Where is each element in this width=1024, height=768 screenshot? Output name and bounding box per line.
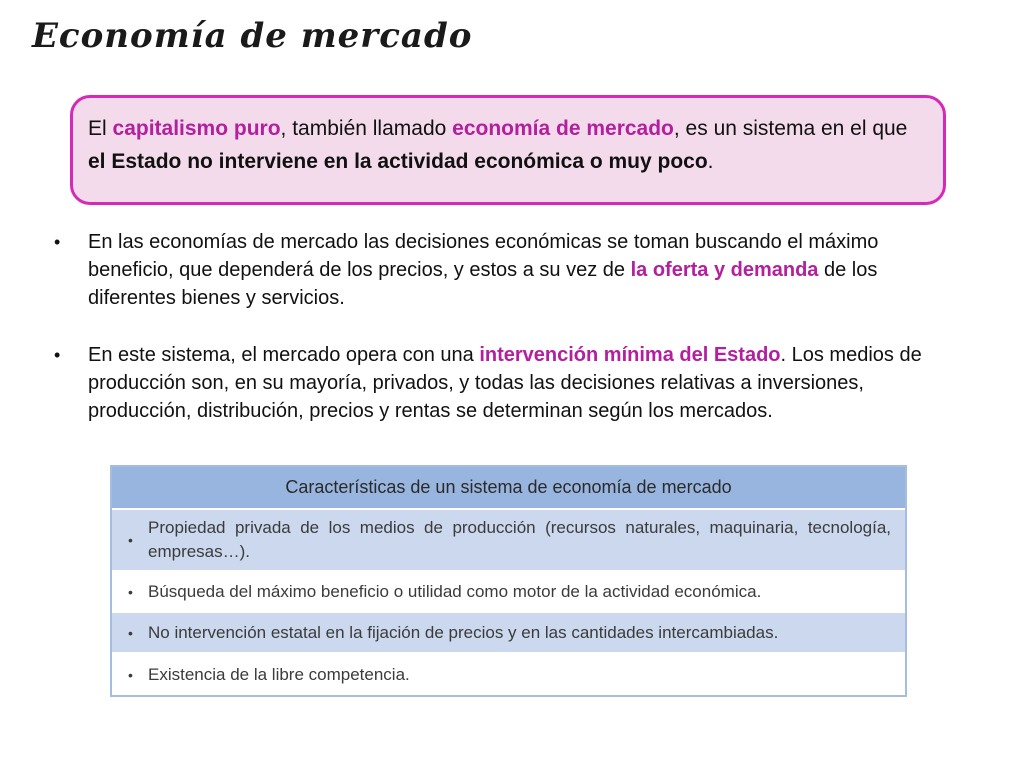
features-table-row — [112, 510, 905, 572]
slide-title: Economía de mercado — [32, 16, 473, 56]
bullet-highlight: intervención mínima del Estado — [479, 344, 781, 366]
bullet-text: En las economías de mercado las decisiones económicas se toman buscando el máximo beneficio, que dependerá de los precios, y estos a su vez de — [88, 231, 879, 281]
bullet-text: En este sistema, el mercado opera con una — [88, 344, 480, 366]
definition-text: , también llamado — [280, 117, 453, 140]
definition-box — [70, 95, 946, 205]
row-bullet: • — [128, 583, 133, 600]
features-table — [110, 465, 907, 697]
definition-text: , es un sistema en el que — [673, 117, 908, 140]
row-text: Existencia de la libre competencia. — [148, 665, 410, 684]
row-text: No intervención estatal en la fijación de precios y en las cantidades intercambiadas. — [148, 622, 779, 642]
definition-highlight-capitalismo: capitalismo puro — [112, 117, 281, 140]
row-text: Propiedad privada de los medios de producción (recursos naturales, maquinaria, tecnología, empresas…). — [148, 518, 891, 561]
row-bullet: • — [128, 667, 133, 683]
bullet-item — [48, 228, 928, 312]
row-text: Búsqueda del máximo beneficio o utilidad como motor de la actividad económica. — [148, 581, 762, 601]
row-bullet: • — [128, 532, 133, 548]
bullet-list — [48, 228, 928, 425]
bullet-dot: • — [54, 345, 61, 365]
bullet-highlight: la oferta y demanda — [630, 259, 819, 281]
definition-highlight-economia: economía de mercado — [452, 117, 674, 140]
bullet-text: . Los medios de producción son, en su mayoría, privados, y todas las decisiones relativas a inversiones, producción, distribución, precios y rentas se determinan según los mercados. — [88, 344, 922, 422]
features-table-row — [112, 572, 905, 613]
definition-text: El — [88, 117, 113, 140]
features-table-header: Características de un sistema de economía de mercado — [112, 467, 905, 510]
definition-bold-estado: el Estado no interviene en la actividad económica o muy poco — [88, 150, 708, 173]
bullet-dot: • — [54, 232, 61, 252]
row-bullet: • — [128, 624, 133, 641]
features-table-row — [112, 613, 905, 654]
definition-text: . — [707, 150, 714, 173]
bullet-item — [48, 341, 928, 425]
bullet-text: de los diferentes bienes y servicios. — [88, 259, 878, 309]
features-table-row — [112, 654, 905, 696]
